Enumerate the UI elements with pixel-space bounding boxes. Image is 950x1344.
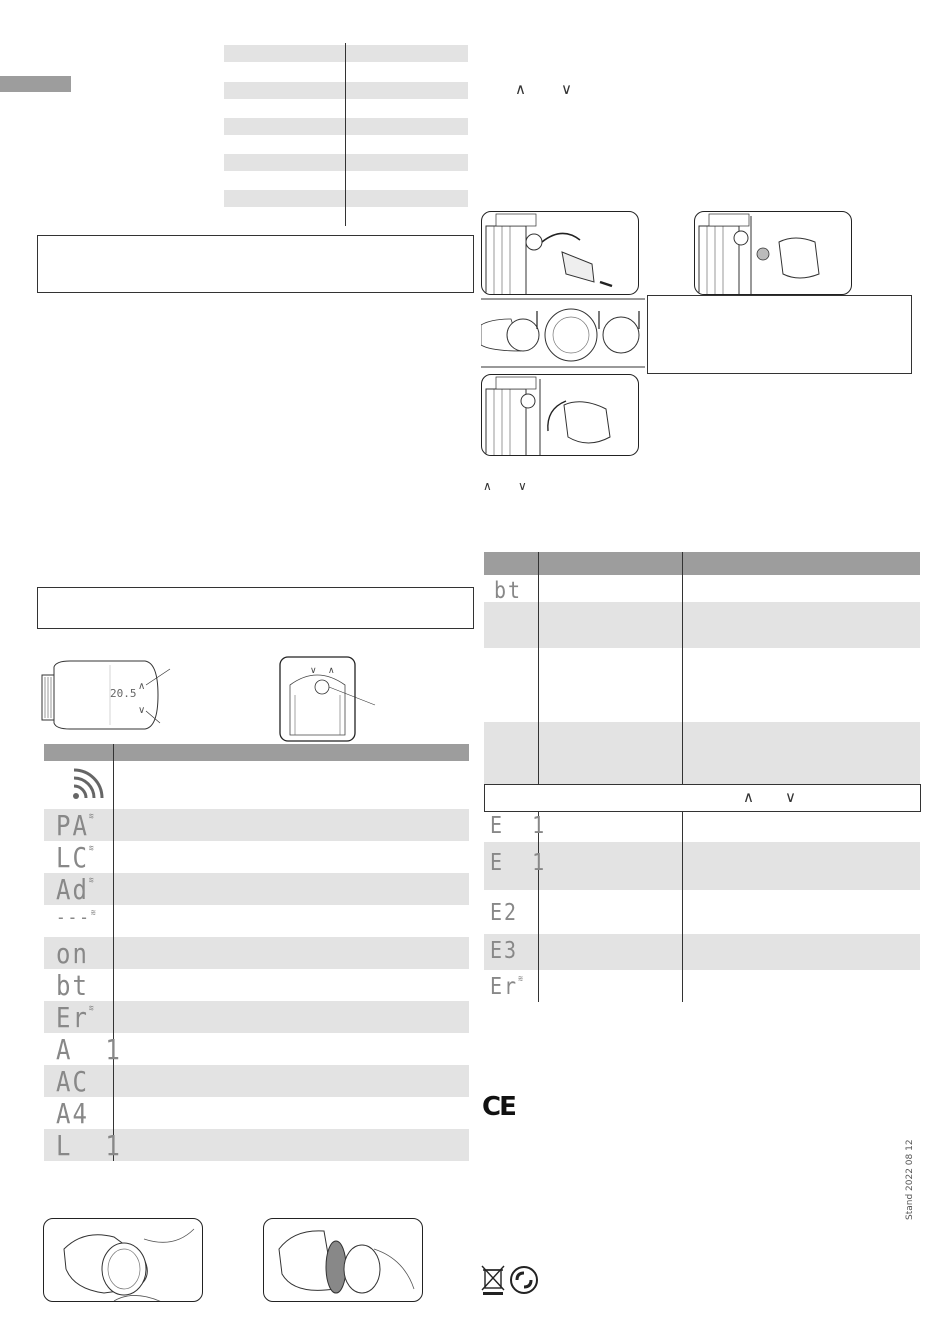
table-row xyxy=(44,1001,469,1033)
signal-icon xyxy=(70,766,106,802)
display-code: A 1 xyxy=(56,1033,122,1067)
table-row xyxy=(484,842,920,890)
svg-text:∧: ∧ xyxy=(328,666,335,676)
error-code: E2 xyxy=(490,898,519,926)
mount-thermostat-illustration xyxy=(481,374,639,456)
table-row xyxy=(484,602,920,648)
note-box xyxy=(37,235,474,293)
svg-text:∨: ∨ xyxy=(310,666,317,676)
green-dot-icon xyxy=(511,1267,537,1293)
spec-divider xyxy=(345,43,346,226)
display-code: PA≋ xyxy=(56,809,96,843)
table-row xyxy=(44,873,469,905)
error-code: E 1 xyxy=(490,811,547,839)
display-code: Ad≋ xyxy=(56,873,96,907)
table-row xyxy=(44,1065,469,1097)
display-code: Er≋ xyxy=(56,1001,96,1035)
reset-note-box xyxy=(484,784,921,812)
svg-text:∨: ∨ xyxy=(138,705,146,716)
display-table-header xyxy=(44,744,469,761)
spec-row xyxy=(224,118,468,135)
display-code: A4 xyxy=(56,1097,89,1131)
spec-row xyxy=(224,190,468,207)
down-arrow-icon: ∨ xyxy=(785,788,796,806)
display-code: AC xyxy=(56,1065,89,1099)
table-row xyxy=(484,722,920,784)
error-table-header xyxy=(484,552,920,575)
error-code: bt xyxy=(494,576,523,604)
up-arrow-icon: ∧ xyxy=(483,479,492,493)
valve-adapter-illustration xyxy=(481,297,645,369)
thermostat-front-illustration xyxy=(40,655,180,735)
battery-insert-illustration xyxy=(263,1218,423,1302)
up-arrow-icon: ∧ xyxy=(515,80,526,98)
display-code: on xyxy=(56,937,89,971)
note-box xyxy=(647,295,912,374)
spec-row xyxy=(224,154,468,171)
thermostat-top-illustration xyxy=(275,655,385,743)
error-table-divider xyxy=(538,552,539,1002)
error-code: E3 xyxy=(490,936,519,964)
down-arrow-icon: ∨ xyxy=(518,479,527,493)
table-row xyxy=(484,934,920,970)
version-date: Stand 2022 08 12 xyxy=(905,1139,915,1220)
up-arrow-icon: ∧ xyxy=(743,788,754,806)
remove-old-head-illustration xyxy=(481,211,639,295)
display-code: ---≋ xyxy=(56,906,98,929)
spec-row xyxy=(224,82,468,99)
table-row xyxy=(44,809,469,841)
adapter-illustration xyxy=(694,211,852,295)
display-code: L 1 xyxy=(56,1129,122,1163)
display-table-divider xyxy=(113,744,114,1161)
weee-bin-icon xyxy=(482,1266,504,1295)
display-code: bt xyxy=(56,969,89,1003)
display-code: LC≋ xyxy=(56,841,96,875)
ce-mark: CE xyxy=(482,1092,515,1122)
down-arrow-icon: ∨ xyxy=(561,80,572,98)
spec-row xyxy=(224,45,468,62)
note-box xyxy=(37,587,474,629)
table-row xyxy=(44,937,469,969)
error-code: Er≋ xyxy=(490,972,525,1000)
error-code: E 1 xyxy=(490,848,547,876)
display-temp: 20.5 xyxy=(110,687,137,700)
error-table-divider xyxy=(682,552,683,1002)
disposal-icons xyxy=(481,1264,541,1296)
section-tab xyxy=(0,76,71,92)
battery-cover-illustration xyxy=(43,1218,203,1302)
svg-text:∧: ∧ xyxy=(138,681,146,692)
